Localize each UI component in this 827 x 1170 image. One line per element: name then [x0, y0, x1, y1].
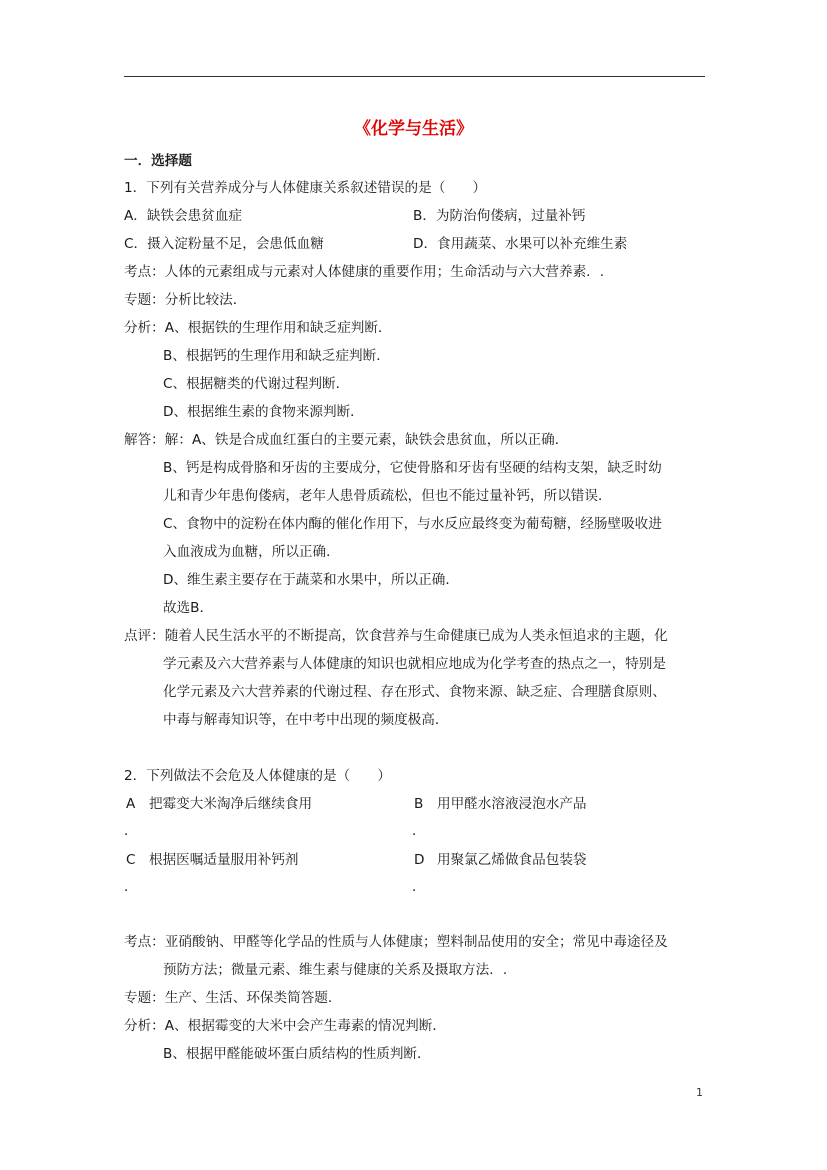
q2-fenxi-line: 分析：A、根据霉变的大米中会产生毒素的情况判断． [124, 1018, 446, 1034]
q1-fenxi-line: D、根据维生素的食物来源判断． [163, 404, 364, 420]
q1-jieda-line: 故选B． [163, 600, 214, 616]
q2-option-b-dot: ． [412, 823, 426, 839]
q1-dianping-line: 学元素及六大营养素与人体健康的知识也就相应地成为化学考查的热点之一，特别是 [163, 656, 666, 672]
q2-option-c-dot: ． [124, 879, 138, 895]
q1-jieda-line: B、钙是构成骨胳和牙齿的主要成分，它使骨胳和牙齿有坚硬的结构支架，缺乏时幼 [163, 460, 662, 476]
q1-dianping-line: 中毒与解毒知识等，在中考中出现的频度极高． [163, 712, 449, 728]
q1-jieda-line: 解答：解：A、铁是合成血红蛋白的主要元素，缺铁会患贫血，所以正确． [124, 432, 569, 448]
q1-option-d: D．食用蔬菜、水果可以补充维生素 [413, 236, 628, 252]
q2-kaodian-line: 考点：亚硝酸钠、甲醛等化学品的性质与人体健康；塑料制品使用的安全；常见中毒途径及 [124, 934, 668, 950]
q1-kaodian: 考点：人体的元素组成与元素对人体健康的重要作用；生命活动与六大营养素．. [124, 264, 605, 280]
q1-stem: 1．下列有关营养成分与人体健康关系叙述错误的是（ ） [124, 180, 487, 196]
section-heading: 一．选择题 [124, 153, 192, 169]
q2-option-d-dot: ． [412, 879, 426, 895]
q1-jieda-line: 入血液成为血糖，所以正确． [163, 544, 340, 560]
q2-option-a-text: 把霉变大米淘净后继续食用 [149, 796, 313, 812]
q1-jieda-line: 儿和青少年患佝偻病，老年人患骨质疏松，但也不能过量补钙，所以错误． [163, 488, 612, 504]
q2-option-b-text: 用甲醛水溶液浸泡水产品 [437, 796, 587, 812]
q1-option-c: C．摄入淀粉量不足，会患低血糖 [124, 236, 324, 252]
q2-kaodian-line: 预防方法；微量元素、维生素与健康的关系及摄取方法．. [163, 962, 508, 978]
q2-option-a-dot: ． [124, 823, 138, 839]
q1-jieda-line: C、食物中的淀粉在体内酶的催化作用下，与水反应最终变为葡萄糖，经肠壁吸收进 [163, 516, 662, 532]
q2-option-c-letter: C [126, 852, 136, 868]
q1-dianping-line: 化学元素及六大营养素的代谢过程、存在形式、食物来源、缺乏症、合理膳食原则、 [163, 684, 666, 700]
q1-zhuanti: 专题：分析比较法． [124, 292, 247, 308]
q2-option-d-text: 用聚氯乙烯做食品包装袋 [437, 852, 587, 868]
q2-option-c-text: 根据医嘱适量服用补钙剂 [149, 852, 299, 868]
q2-fenxi-line: B、根据甲醛能破坏蛋白质结构的性质判断． [163, 1046, 431, 1062]
q1-option-a: A．缺铁会患贫血症 [124, 208, 243, 224]
q1-fenxi-line: 分析：A、根据铁的生理作用和缺乏症判断． [124, 320, 392, 336]
q1-fenxi-line: B、根据钙的生理作用和缺乏症判断． [163, 348, 390, 364]
header-rule [124, 76, 705, 77]
q2-zhuanti: 专题：生产、生活、环保类简答题． [124, 990, 342, 1006]
q2-option-a-letter: A [126, 796, 136, 812]
q2-option-b-letter: B [414, 796, 424, 812]
q1-fenxi-line: C、根据糖类的代谢过程判断． [163, 376, 350, 392]
q1-dianping-line: 点评：随着人民生活水平的不断提高，饮食营养与生命健康已成为人类永恒追求的主题，化 [124, 628, 668, 644]
page-number: 1 [696, 1086, 703, 1099]
q1-option-b: B．为防治佝偻病，过量补钙 [413, 208, 586, 224]
q2-option-d-letter: D [414, 852, 425, 868]
q1-jieda-line: D、维生素主要存在于蔬菜和水果中，所以正确． [163, 572, 459, 588]
q2-stem: 2．下列做法不会危及人体健康的是（ ） [124, 768, 391, 784]
document-title: 《化学与生活》 [354, 119, 473, 139]
